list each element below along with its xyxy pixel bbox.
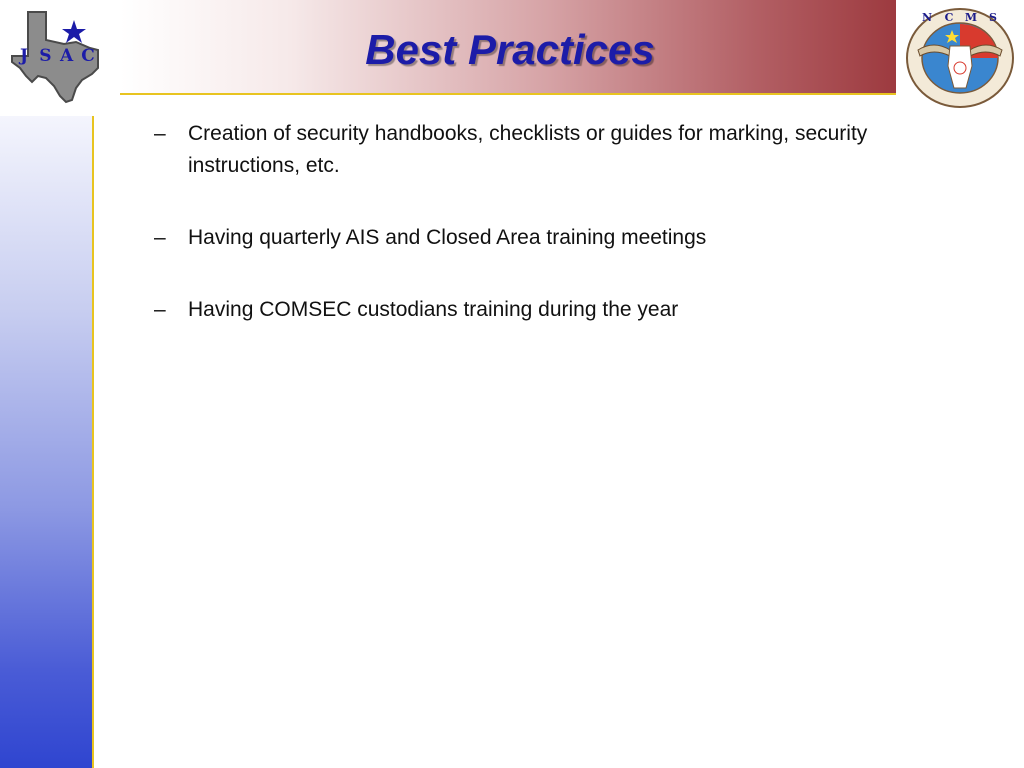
- ncms-lettering: [920, 10, 1000, 26]
- bullet-text: Having quarterly AIS and Closed Area training meetings: [188, 226, 707, 249]
- header-divider: [120, 93, 896, 95]
- ncms-letter: C: [944, 11, 954, 24]
- ncms-letter: S: [989, 11, 997, 24]
- bullet-list: [150, 118, 950, 366]
- bullet-dash: –: [154, 298, 166, 321]
- bullet-text: Creation of security handbooks, checklists or guides for marking, security instructions, etc.: [188, 122, 868, 177]
- left-sidebar-gradient: [0, 116, 92, 768]
- jsac-letter: J: [19, 46, 29, 66]
- ncms-letter: N: [921, 11, 933, 24]
- bullet-item: [150, 294, 950, 326]
- bullet-item: [150, 118, 950, 182]
- sidebar-divider: [92, 116, 94, 768]
- jsac-letter: S: [39, 46, 52, 66]
- bullet-dash: –: [154, 226, 166, 249]
- jsac-letter: C: [81, 46, 95, 66]
- ncms-letter: M: [964, 11, 978, 24]
- bullet-dash: –: [154, 122, 166, 145]
- jsac-letter: A: [60, 46, 74, 66]
- bullet-text: Having COMSEC custodians training during the year: [188, 298, 679, 321]
- bullet-item: [150, 222, 950, 254]
- slide-title: Best Practices: [365, 26, 655, 73]
- jsac-lettering: [14, 46, 98, 66]
